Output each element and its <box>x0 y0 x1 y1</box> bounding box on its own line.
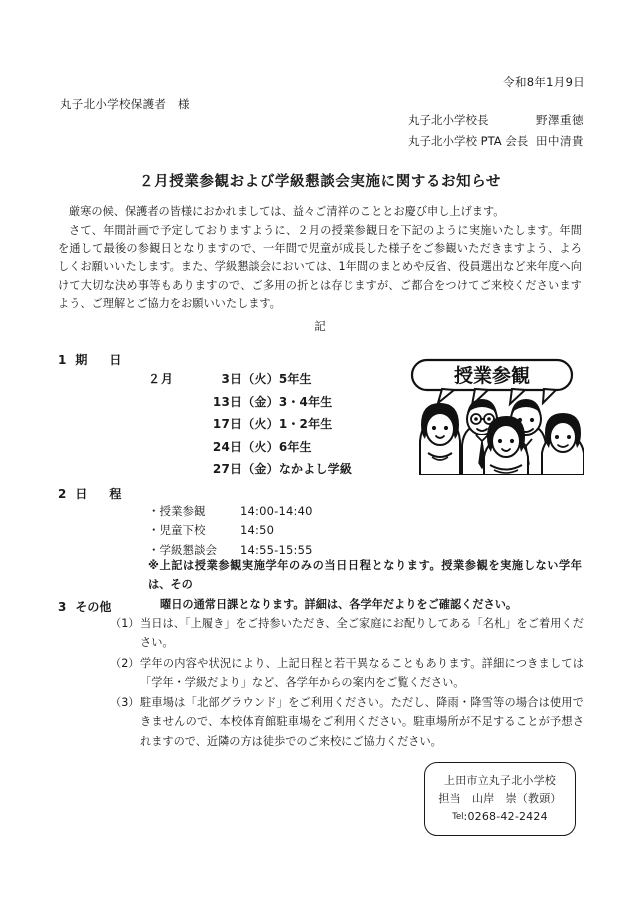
schedule-item-time: 14:55-15:55 <box>240 542 313 557</box>
date-target: 6年生 <box>278 439 312 454</box>
signer-row <box>408 112 584 128</box>
signer-name: 田中清貴 <box>536 134 584 148</box>
date-target: なかよし学級 <box>278 462 353 477</box>
section-number: 2 <box>58 487 67 501</box>
date-target: 1・2年生 <box>278 417 333 432</box>
schedule-row <box>148 521 313 540</box>
date-day: 17 <box>212 417 230 432</box>
date-row <box>202 391 352 414</box>
section-label: 期 日 <box>75 353 127 367</box>
contact-person: 担当 山岸 崇（教頭） <box>438 791 562 805</box>
list-item-marker: （3） <box>110 696 140 710</box>
date-row <box>202 458 352 481</box>
schedule-note-line-2: 曜日の通常日課となります。詳細は、各学年だよりをご確認ください。 <box>160 597 518 611</box>
dates-month: ２月 <box>148 372 175 386</box>
signer-block <box>408 112 584 154</box>
tel-label: Tel <box>452 811 464 822</box>
date-day: 24 <box>212 439 230 454</box>
signer-name: 野澤重徳 <box>536 113 584 127</box>
section-heading-schedule <box>58 485 126 502</box>
schedule-note-line-1: ※上記は授業参観実施学年のみの当日日程となります。授業参観を実施しない学年は、その <box>148 559 582 592</box>
list-item-text: 学年の内容や状況により、上記日程と若干異なることもあります。詳細につきましては「学年・学級だより」など、各学年からの案内をご覧ください。 <box>140 656 584 689</box>
tel-number: :0268-42-2424 <box>463 809 548 823</box>
date-suffix: 日（金） <box>230 462 279 477</box>
date-suffix: 日（火） <box>230 372 279 386</box>
ki-marker: 記 <box>314 319 326 333</box>
list-item-text: 駐車場は「北部グラウンド」をご利用ください。ただし、降雨・降雪等の場合は使用できませんので、本校体育館駐車場をご利用ください。駐車場所が不足することが予想されますので、近隣の方は徒歩でのご来校にご協力ください。 <box>140 696 584 748</box>
signer-org: 丸子北小学校長 <box>408 113 489 127</box>
others-list <box>110 614 584 752</box>
date-target: 3・4年生 <box>278 394 333 409</box>
schedule-item-time: 14:00-14:40 <box>240 504 313 518</box>
date-day: 3 <box>221 372 230 386</box>
schedule-list <box>148 502 313 560</box>
dates-rows <box>202 368 352 481</box>
schedule-item-name: ・児童下校 <box>148 523 206 538</box>
section-heading-dates <box>58 351 126 368</box>
list-item <box>110 654 584 693</box>
date-row <box>202 413 352 436</box>
section-number: 1 <box>58 353 67 367</box>
contact-telephone <box>431 808 569 826</box>
date-row <box>202 436 352 459</box>
schedule-item-time: 14:50 <box>240 523 275 538</box>
date-day: 13 <box>212 394 230 409</box>
schedule-row <box>148 502 313 521</box>
list-item-marker: （1） <box>110 617 140 630</box>
addressee: 丸子北小学校保護者 様 <box>60 97 190 111</box>
parents-illustration <box>402 357 584 475</box>
date-day: 27 <box>212 462 230 477</box>
list-item-text: 当日は、「上履き」をご持参いただき、全ご家庭にお配りしてある「名札」をご着用ください。 <box>140 617 584 650</box>
schedule-item-name: ・学級懇談会 <box>148 542 217 557</box>
section-label: 日 程 <box>75 487 127 501</box>
contact-box <box>424 762 576 836</box>
date-row <box>202 368 352 391</box>
body-text <box>58 203 582 314</box>
list-item-marker: （2） <box>110 656 140 670</box>
section-heading-others <box>58 598 111 615</box>
document-date: 令和8年1月9日 <box>503 75 585 89</box>
list-item <box>110 693 584 751</box>
section-number: 3 <box>58 600 67 614</box>
body-paragraph-2: さて、年間計画で予定しておりますように、２月の授業参観日を下記のように実施いたします。年間を通して最後の参観日となりますので、一年間で児童が成長した様子をご参観いただきますよう、よろしくお願いいたします。また、学級懇談会においては、1年間のまとめや反省、役員選出など来年度へ向けて大切な決め事等もありますので、ご多用の折とは存じますが、ご都合をつけてご来校くださいますよう、ご理解とご協力をお願いいたします。 <box>58 224 582 310</box>
body-paragraph-1: 厳寒の候、保護者の皆様におかれましては、益々ご清祥のこととお慶び申し上げます。 <box>69 205 505 218</box>
date-suffix: 日（火） <box>230 439 279 454</box>
contact-school: 上田市立丸子北小学校 <box>444 774 556 787</box>
signer-org: 丸子北小学校 PTA 会長 <box>408 134 529 148</box>
date-target: 5年生 <box>278 372 312 386</box>
page-title: ２月授業参観および学級懇談会実施に関するお知らせ <box>139 174 501 190</box>
signer-row <box>408 133 584 149</box>
list-item <box>110 614 584 653</box>
schedule-note <box>148 556 582 614</box>
date-suffix: 日（金） <box>230 394 279 409</box>
dates-list <box>148 368 352 481</box>
balloon-text: 授業参観 <box>453 365 531 387</box>
date-suffix: 日（火） <box>230 417 279 432</box>
section-label: その他 <box>75 600 112 614</box>
schedule-item-name: ・授業参観 <box>148 504 206 518</box>
